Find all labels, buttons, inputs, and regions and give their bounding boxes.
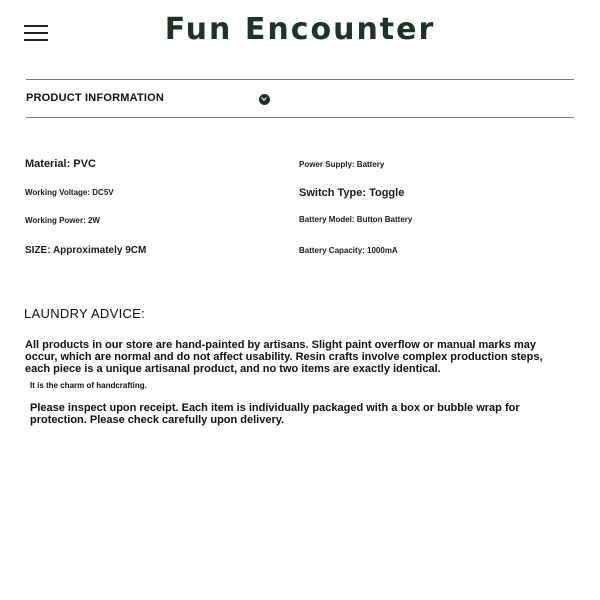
spec-power-supply: Power Supply: Battery <box>299 160 385 169</box>
spec-material: Material: PVC <box>25 158 96 170</box>
header <box>0 0 600 70</box>
divider-bottom <box>26 117 574 118</box>
laundry-paragraph-handpainted: All products in our store are hand-painted by artisans. Slight paint overflow or manual marks may occur, which are normal and do not affect usability. Resin crafts involve complex production steps, each piece is a unique artisanal product, and no two items are exactly identical. <box>25 339 543 375</box>
spec-working-power: Working Power: 2W <box>25 216 100 225</box>
section-title: PRODUCT INFORMATION <box>26 92 165 104</box>
spec-battery-capacity: Battery Capacity: 1000mA <box>299 246 398 255</box>
product-information-toggle[interactable] <box>26 80 574 117</box>
laundry-paragraph-charm: It is the charm of handcrafting. <box>30 381 147 390</box>
chevron-down-icon[interactable] <box>259 94 270 105</box>
spec-switch-type: Switch Type: Toggle <box>299 187 405 199</box>
spec-battery-model: Battery Model: Button Battery <box>299 215 413 224</box>
spec-working-voltage: Working Voltage: DC5V <box>25 188 114 197</box>
spec-size: SIZE: Approximately 9CM <box>25 245 147 256</box>
laundry-paragraph-inspect: Please inspect upon receipt. Each item is individually packaged with a box or bubble wrap for protection. Please check carefully upon delivery. <box>30 402 520 426</box>
laundry-advice-title: LAUNDRY ADVICE: <box>24 306 146 321</box>
brand-logo[interactable]: Fun Encounter <box>164 12 436 47</box>
